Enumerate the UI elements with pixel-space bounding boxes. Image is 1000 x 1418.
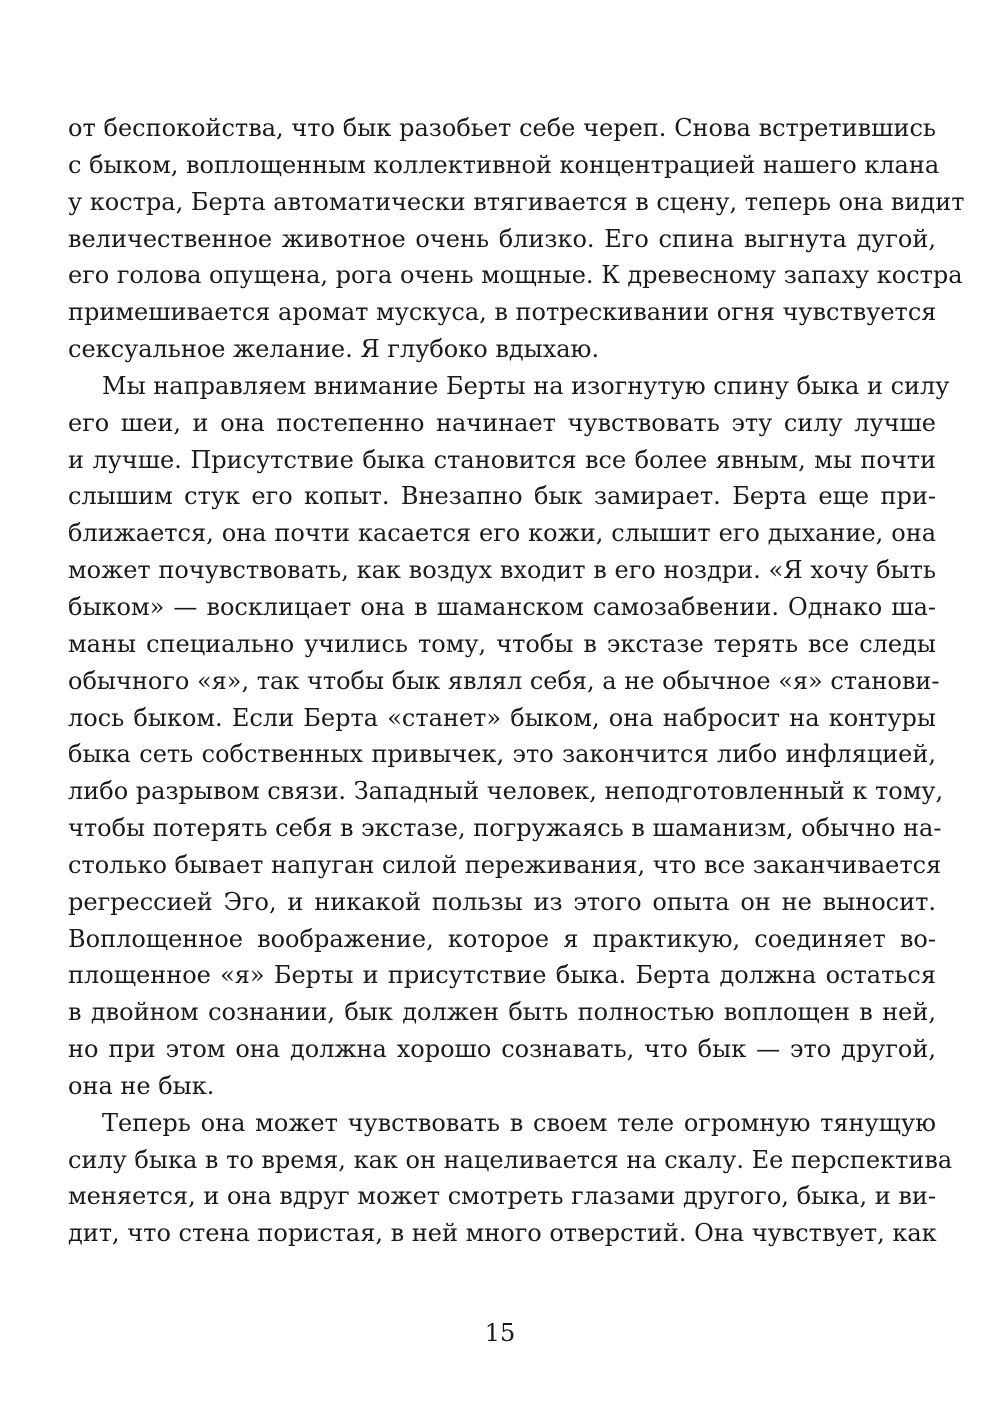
paragraph-first-line: Теперь она может чувствовать в своем теле огромную тянущую bbox=[102, 1108, 936, 1137]
text-line: силу быка в то время, как он нацеливается на скалу. Ее перспектива bbox=[68, 1145, 953, 1174]
paragraph-first-line: Мы направляем внимание Берты на изогнутую спину быка и силу bbox=[102, 371, 950, 400]
text-line: чтобы потерять себя в экстазе, погружаясь в шаманизм, обычно на- bbox=[68, 814, 942, 843]
text-line: она не бык. bbox=[68, 1071, 215, 1100]
text-line: меняется, и она вдруг может смотреть глазами другого, быка, и ви- bbox=[68, 1182, 936, 1211]
text-line: величественное животное очень близко. Его спина выгнута дугой, bbox=[68, 224, 936, 253]
page-number: 15 bbox=[484, 1319, 516, 1347]
text-line: быка сеть собственных привычек, это закончится либо инфляцией, bbox=[68, 740, 936, 769]
text-line: его шеи, и она постепенно начинает чувствовать эту силу лучше bbox=[68, 408, 936, 437]
text-line: столько бывает напуган силой переживания, что все заканчивается bbox=[68, 850, 942, 879]
text-line: с быком, воплощенным коллективной концентрацией нашего клана bbox=[68, 150, 940, 179]
text-line: у костра, Берта автоматически втягивается в сцену, теперь она видит bbox=[68, 187, 965, 216]
text-line: от беспокойства, что бык разобьет себе череп. Снова встретившись bbox=[68, 114, 936, 142]
text-line: сексуальное желание. Я глубоко вдыхаю. bbox=[68, 335, 600, 364]
text-line: но при этом она должна хорошо сознавать, что бык — это другой, bbox=[68, 1035, 936, 1064]
text-line: обычного «я», так чтобы бык являл себя, а не обычное «я» станови- bbox=[68, 666, 940, 695]
text-line: либо разрывом связи. Западный человек, неподготовленный к тому, bbox=[68, 777, 944, 806]
text-line: маны специально учились тому, чтобы в экстазе терять все следы bbox=[68, 629, 936, 658]
text-line: и лучше. Присутствие быка становится все более явным, мы почти bbox=[68, 445, 936, 474]
text-line: слышим стук его копыт. Внезапно бык замирает. Берта еще при- bbox=[68, 482, 936, 511]
text-line: примешивается аромат мускуса, в потрескивании огня чувствуется bbox=[68, 298, 937, 327]
body-text bbox=[68, 110, 965, 1252]
text-line: регрессией Эго, и никакой пользы из этого опыта он не выносит. bbox=[68, 887, 936, 916]
text-line: может почувствовать, как воздух входит в его ноздри. «Я хочу быть bbox=[68, 556, 936, 585]
text-line: Воплощенное воображение, которое я практикую, соединяет во- bbox=[68, 924, 936, 953]
text-line: дит, что стена пористая, в ней много отверстий. Она чувствует, как bbox=[68, 1219, 937, 1248]
text-line: ближается, она почти касается его кожи, слышит его дыхание, она bbox=[68, 519, 936, 548]
text-line: его голова опущена, рога очень мощные. К древесному запаху костра bbox=[68, 261, 963, 290]
text-line: быком» — восклицает она в шаманском самозабвении. Однако ша- bbox=[68, 592, 936, 621]
text-line: площенное «я» Берты и присутствие быка. Берта должна остаться bbox=[68, 961, 936, 990]
text-line: в двойном сознании, бык должен быть полностью воплощен в ней, bbox=[68, 998, 936, 1027]
text-line: лось быком. Если Берта «станет» быком, она набросит на контуры bbox=[68, 703, 936, 732]
